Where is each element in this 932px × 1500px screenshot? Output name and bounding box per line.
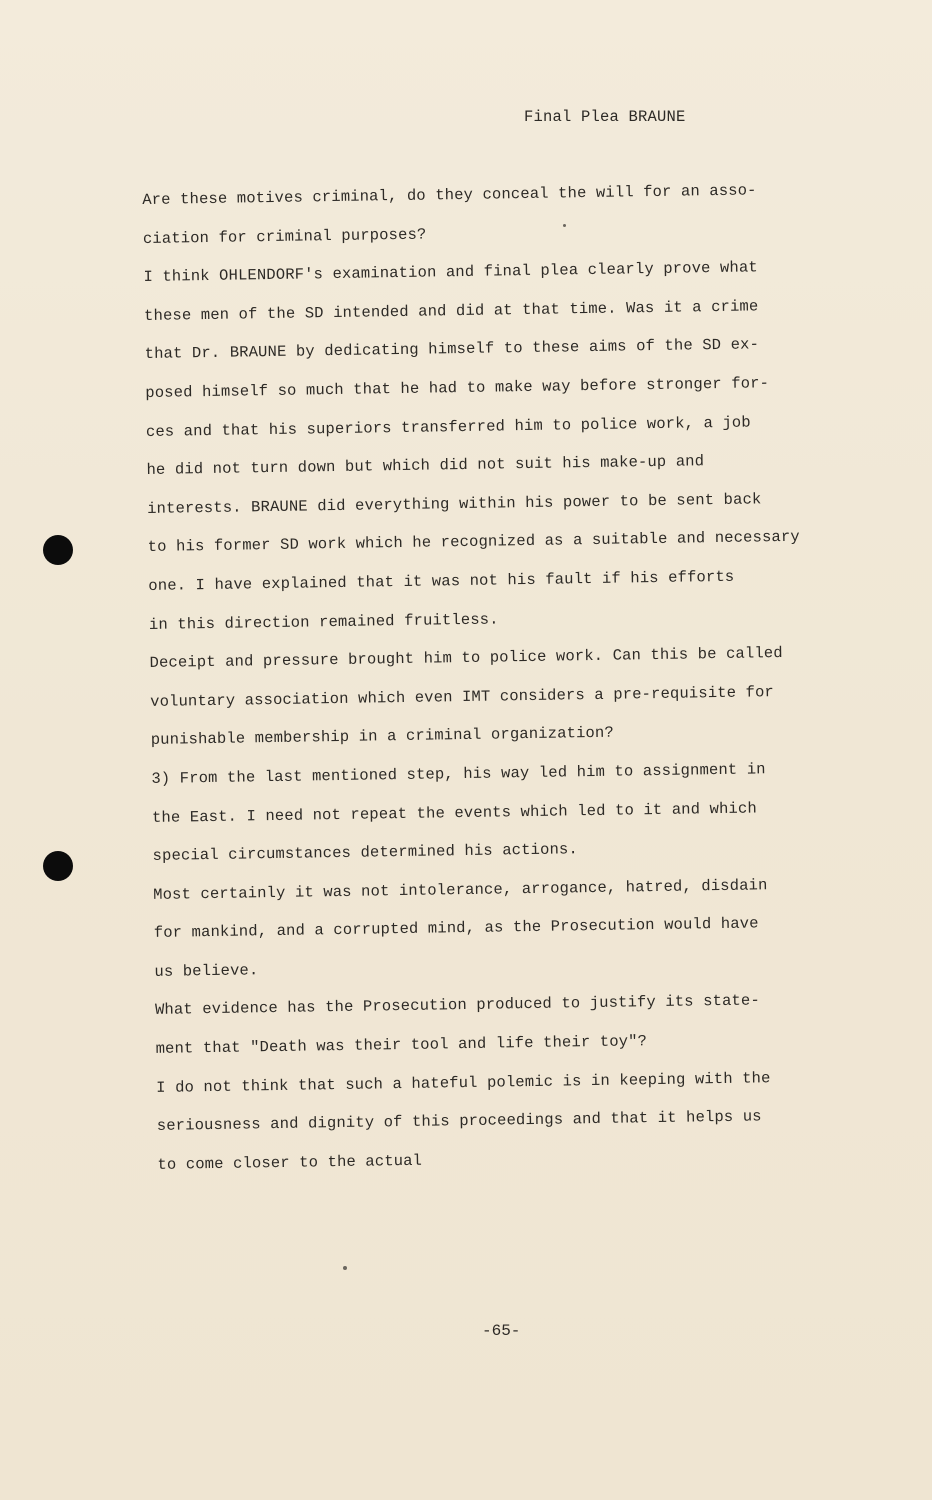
punch-hole-bottom: [43, 851, 73, 881]
text-line: the East. I need not repeat the events which led to it and which: [151, 798, 757, 827]
text-line: these men of the SD intended and did at that time. Was it a crime: [143, 297, 759, 325]
text-line: interests. BRAUNE did everything within his power to be sent back: [147, 490, 762, 518]
text-line: seriousness and dignity of this proceedings and that it helps us: [156, 1107, 762, 1136]
text-line: special circumstances determined his actions.: [152, 840, 579, 866]
text-line: in this direction remained fruitless.: [148, 609, 499, 634]
text-line: one. I have explained that it was not his fault if his efforts: [148, 567, 735, 595]
text-line: to his former SD work which he recognized as a suitable and necessary: [147, 528, 800, 557]
page-number: -65-: [482, 1322, 521, 1340]
document-body: [142, 170, 848, 1184]
punch-hole-top: [43, 535, 73, 565]
text-line: that Dr. BRAUNE by dedicating himself to these aims of the SD ex-: [144, 335, 760, 364]
text-line: Are these motives criminal, do they conceal the will for an asso-: [142, 181, 757, 209]
text-line: posed himself so much that he had to make way before stronger for-: [145, 374, 770, 402]
text-line: ces and that his superiors transferred him to police work, a job: [145, 413, 751, 441]
text-line: voluntary association which even IMT considers a pre-requisite for: [150, 682, 775, 711]
text-line: What evidence has the Prosecution produced to justify its state-: [154, 991, 761, 1020]
text-line: 3) From the last mentioned step, his way led him to assignment in: [151, 760, 766, 788]
text-line: I do not think that such a hateful polemic is in keeping with the: [156, 1068, 771, 1097]
text-line: for mankind, and a corrupted mind, as the Prosecution would have: [153, 914, 759, 943]
text-line: ciation for criminal purposes?: [142, 225, 427, 248]
text-line: Deceipt and pressure brought him to police work. Can this be called: [149, 644, 783, 673]
text-line: ment that "Death was their tool and life their toy"?: [155, 1032, 648, 1058]
text-line: I think OHLENDORF's examination and final plea clearly prove what: [143, 258, 758, 287]
text-line: Most certainly it was not intolerance, arrogance, hatred, disdain: [153, 875, 768, 904]
paper-speck: [343, 1266, 347, 1270]
text-line: to come closer to the actual: [157, 1151, 423, 1174]
text-line: us believe.: [154, 961, 259, 981]
text-line: punishable membership in a criminal organization?: [150, 723, 614, 750]
document-header: Final Plea BRAUNE: [524, 108, 686, 126]
text-line: he did not turn down but which did not suit his make-up and: [146, 452, 705, 480]
